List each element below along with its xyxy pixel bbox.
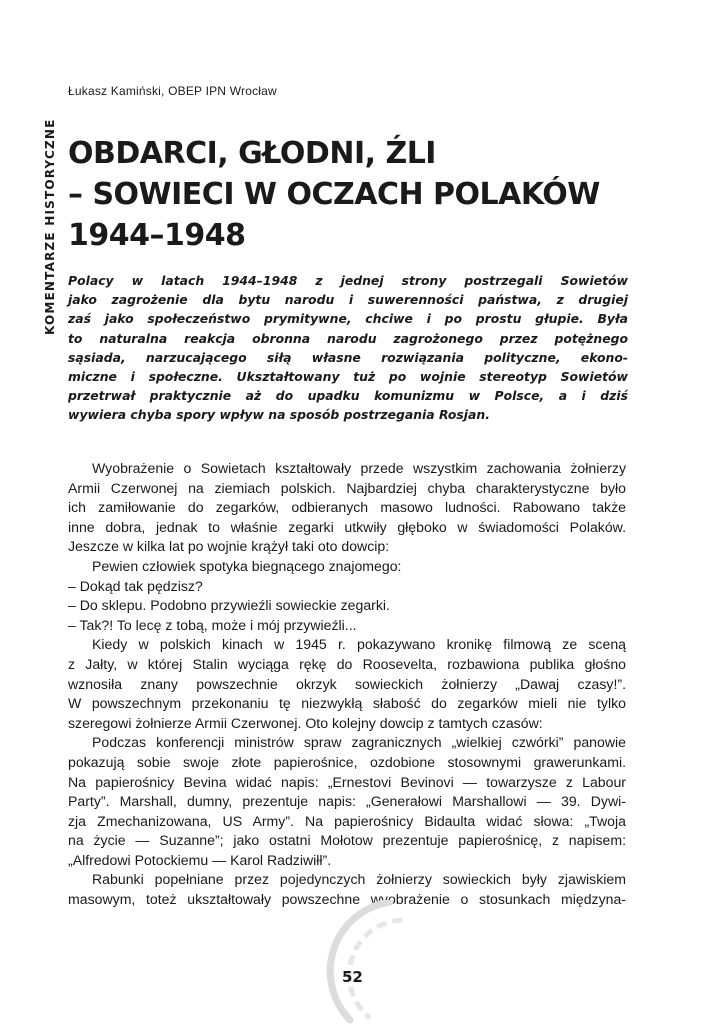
lead-line: miczne i społeczne. Ukształtowany tuż po wojnie stereotyp Sowietów bbox=[68, 369, 628, 385]
body-line: Rabunki popełniane przez pojedynczych żołnierzy sowieckich były zjawiskiem bbox=[92, 871, 626, 888]
body-line: – Tak?! To lecę z tobą, może i mój przywieźli... bbox=[68, 616, 357, 633]
page-number: 52 bbox=[342, 968, 363, 986]
lead-line: sąsiada, narzucającego siłą własne rozwiązania polityczne, ekono- bbox=[68, 349, 628, 365]
body-line: zja Zmechanizowana, US Army”. Na papierośnicy Bidaulta widać słowa: „Twoja bbox=[68, 812, 626, 829]
title-line: 1944–1948 bbox=[68, 218, 246, 253]
lead-line: to naturalna reakcja obronna narodu zagrożonego przez potężnego bbox=[68, 330, 628, 346]
body-line: Party”. Marshall, dumny, prezentuje napis: „Generałowi Marshallowi — 39. Dywi- bbox=[68, 793, 626, 810]
body-line: Wyobrażenie o Sowietach kształtowały przede wszystkim zachowania żołnierzy bbox=[92, 460, 626, 476]
body-line: Pewien człowiek spotyka biegnącego znajomego: bbox=[92, 557, 402, 574]
lead-line: jako zagrożenie dla bytu narodu i suwerenności państwa, z drugiej bbox=[68, 292, 628, 308]
body-line: Kiedy w polskich kinach w 1945 r. pokazywano kronikę filmową ze sceną bbox=[92, 636, 626, 653]
body-text bbox=[68, 459, 626, 910]
body-line: inne dobra, jednak to właśnie zegarki utkwiły głęboko w świadomości Polaków. bbox=[68, 518, 626, 535]
decorative-arcs bbox=[320, 900, 430, 1024]
body-line: wznosiła znany powszechnie okrzyk sowieckich żołnierzy „Dawaj czasy!”. bbox=[68, 675, 626, 692]
body-line: szeregowi żołnierze Armii Czerwonej. Oto kolejny dowcip z tamtych czasów: bbox=[68, 714, 543, 731]
title-line: – SOWIECI W OCZACH POLAKÓW bbox=[68, 177, 600, 212]
body-line: Jeszcze w kilka lat po wojnie krążył taki oto dowcip: bbox=[68, 538, 390, 555]
author-line: Łukasz Kamiński, OBEP IPN Wrocław bbox=[68, 84, 277, 98]
lead-line: wywiera chyba spory wpływ na sposób postrzegania Rosjan. bbox=[68, 407, 490, 423]
lead-line: zaś jako społeczeństwo prymitywne, chciwe i po prostu głupie. Była bbox=[68, 311, 628, 327]
body-line: Podczas konferencji ministrów spraw zagranicznych „wielkiej czwórki” panowie bbox=[92, 734, 626, 751]
lead-line: przetrwał praktycznie aż do upadku komunizmu w Polsce, a i dziś bbox=[68, 388, 628, 404]
decorative-arc-outer bbox=[330, 902, 390, 1020]
body-line: – Do sklepu. Podobno przywieźli sowieckie zegarki. bbox=[68, 597, 390, 614]
body-line: ich zamiłowanie do zegarków, odbieranych masowo ludności. Rabowano także bbox=[68, 499, 626, 516]
lead-paragraph bbox=[68, 271, 628, 425]
body-line: pokazują sobie swoje złote papierośnice, ozdobione stosownymi grawerunkami. bbox=[68, 753, 626, 770]
body-line: – Dokąd tak pędzisz? bbox=[68, 577, 203, 594]
body-line: masowym, toteż ukształtowały powszechne wyobrażenie o stosunkach międzyna- bbox=[68, 891, 626, 908]
section-label: KOMENTARZE HISTORYCZNE bbox=[43, 118, 57, 335]
title-line: OBDARCI, GŁODNI, ŹLI bbox=[68, 136, 436, 171]
body-line: W powszechnym przekonaniu tę niezwykłą słabość do zegarków mieli nie tylko bbox=[68, 695, 626, 712]
lead-line: Polacy w latach 1944–1948 z jednej strony postrzegali Sowietów bbox=[68, 273, 628, 288]
body-line: „Alfredowi Potockiemu — Karol Radziwiłł”. bbox=[68, 851, 332, 868]
body-line: Na papierośnicy Bevina widać napis: „Ernestovi Bevinovi — towarzysze z Labour bbox=[68, 773, 626, 790]
body-line: na życie — Suzanne”; jako ostatni Mołotow prezentuje papierośnicę, z napisem: bbox=[68, 832, 626, 849]
body-line: z Jałty, w której Stalin wyciąga rękę do Roosevelta, rozbawiona publika głośno bbox=[68, 655, 626, 672]
body-line: Armii Czerwonej na ziemiach polskich. Najbardziej chyba charakterystyczne było bbox=[68, 479, 626, 496]
article-title bbox=[68, 133, 668, 256]
